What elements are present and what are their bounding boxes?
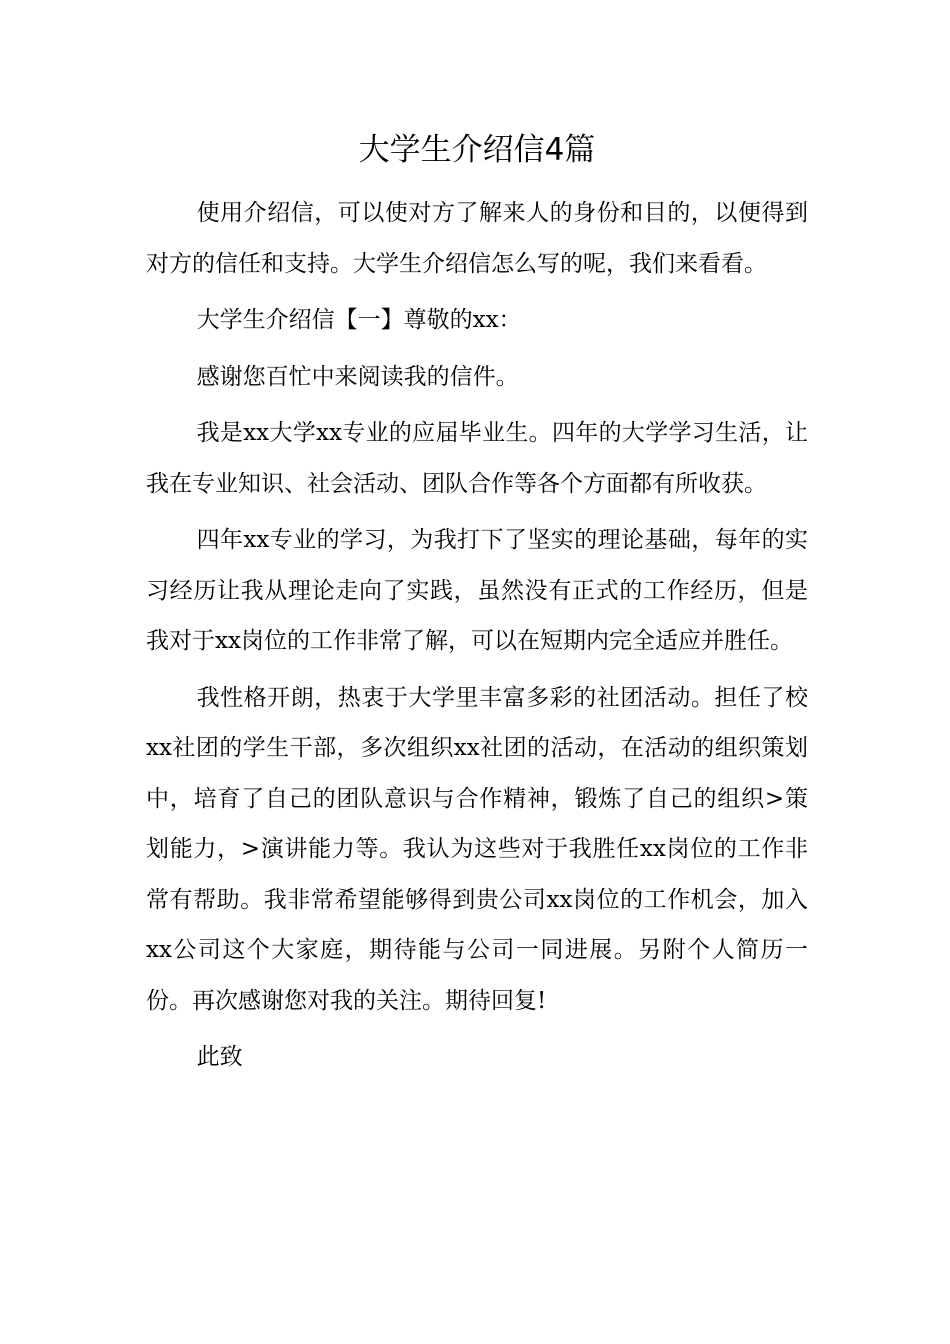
closing-phrase: 此致 bbox=[196, 1044, 243, 1070]
self-introduction-paragraph: 我是xx大学xx专业的应届毕业生。四年的大学学习生活，让我在专业知识、社会活动、团队合作等各个方面都有所收获。 bbox=[146, 420, 808, 497]
document-body bbox=[146, 118, 808, 1089]
personality-activities-paragraph: 我性格开朗，热衷于大学里丰富多彩的社团活动。担任了校xx社团的学生干部，多次组织xx社团的活动，在活动的组织策划中，培育了自己的团队意识与合作精神，锻炼了自己的组织>策划能力，>演讲能力等。我认为这些对于我胜任xx岗位的工作非常有帮助。我非常希望能够得到贵公司xx岗位的工作机会，加入xx公司这个大家庭，期待能与公司一同进展。另附个人简历一份。再次感谢您对我的关注。期待回复! bbox=[146, 684, 808, 1014]
thanks-paragraph: 感谢您百忙中来阅读我的信件。 bbox=[196, 363, 519, 390]
study-experience-paragraph: 四年xx专业的学习，为我打下了坚实的理论基础，每年的实习经历让我从理论走向了实践，虽然没有正式的工作经历，但是我对于xx岗位的工作非常了解，可以在短期内完全适应并胜任。 bbox=[146, 527, 808, 654]
letter-heading-salutation: 大学生介绍信【一】尊敬的xx： bbox=[196, 307, 522, 333]
document-title: 大学生介绍信4篇 bbox=[358, 132, 596, 168]
intro-paragraph: 使用介绍信，可以使对方了解来人的身份和目的，以便得到对方的信任和支持。大学生介绍信怎么写的呢，我们来看看。 bbox=[146, 200, 808, 277]
